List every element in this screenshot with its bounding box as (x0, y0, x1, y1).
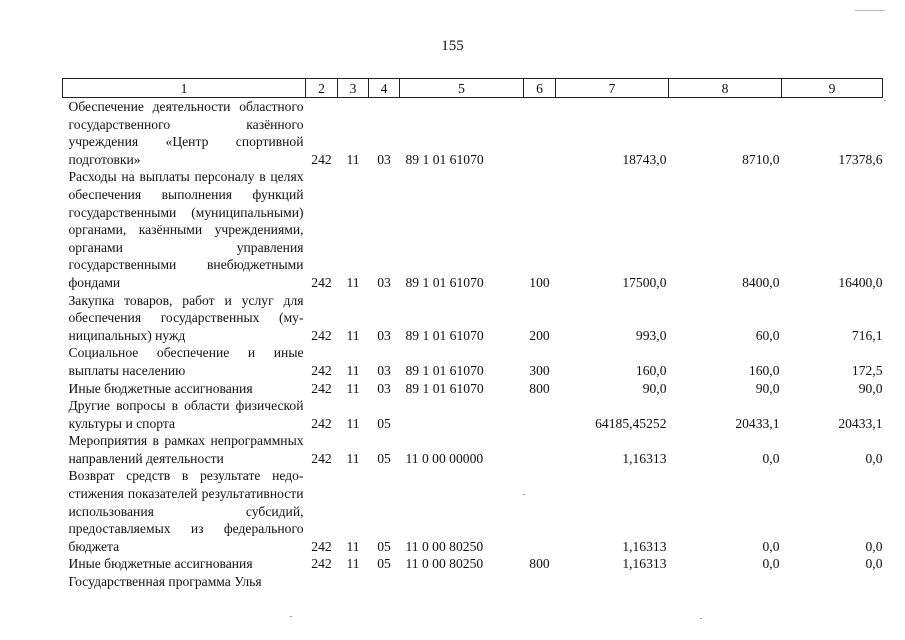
col-3: 11 (346, 450, 360, 466)
header-cell: 8 (669, 79, 782, 98)
col-9: 0,0 (865, 556, 883, 572)
col-4: 05 (377, 538, 391, 554)
col-8: 8710,0 (742, 151, 780, 167)
col-7: 90,0 (642, 380, 667, 396)
col-8: 0,0 (762, 538, 780, 554)
col-5: 89 1 01 61070 (405, 327, 484, 343)
header-cell: 7 (556, 79, 669, 98)
budget-table (62, 78, 883, 591)
col-7: 160,0 (635, 362, 667, 378)
col-5 (400, 573, 524, 591)
col-8 (669, 573, 782, 591)
col-6 (524, 467, 556, 555)
col-4: 05 (377, 556, 391, 572)
header-cell: 2 (306, 79, 338, 98)
col-7: 1,16313 (622, 450, 667, 466)
table-row (63, 98, 883, 169)
col-4: 03 (377, 151, 391, 167)
table-row (63, 573, 883, 591)
col-4: 05 (377, 415, 391, 431)
col-6 (524, 573, 556, 591)
col-4: 03 (377, 380, 391, 396)
col-3: 11 (346, 274, 360, 290)
col-9: 172,5 (851, 362, 883, 378)
col-3 (338, 573, 369, 591)
table-row (63, 397, 883, 432)
col-8: 0,0 (762, 556, 780, 572)
col-9: 17378,6 (838, 151, 883, 167)
col-6: 200 (529, 327, 550, 343)
col-4: 03 (377, 362, 391, 378)
col-8: 20433,1 (735, 415, 780, 431)
col-4: 03 (377, 327, 391, 343)
col-6: 800 (529, 380, 550, 396)
col-7: 17500,0 (622, 274, 667, 290)
header-cell: 6 (524, 79, 556, 98)
table-row (63, 168, 883, 291)
page-number: 155 (441, 38, 464, 54)
row-name: Иные бюджетные ассигнования (68, 380, 253, 396)
col-7: 1,16313 (622, 538, 667, 554)
col-9: 90,0 (858, 380, 883, 396)
col-4: 03 (377, 274, 391, 290)
col-3: 11 (346, 380, 360, 396)
scan-speck (290, 616, 292, 617)
table-row (63, 467, 883, 555)
col-9 (782, 573, 883, 591)
col-2: 242 (311, 362, 332, 378)
col-3: 11 (346, 151, 360, 167)
col-6: 800 (529, 556, 550, 572)
col-6: 100 (529, 274, 550, 290)
table-row (63, 292, 883, 345)
col-3: 11 (346, 362, 360, 378)
table-row (63, 380, 883, 398)
col-5: 89 1 01 61070 (405, 380, 484, 396)
col-9: 16400,0 (838, 274, 883, 290)
header-cell: 4 (369, 79, 400, 98)
col-5: 89 1 01 61070 (405, 274, 484, 290)
col-2: 242 (311, 327, 332, 343)
header-cell: 9 (782, 79, 883, 98)
col-2 (306, 573, 338, 591)
col-5: 11 0 00 80250 (405, 538, 484, 554)
col-3: 11 (346, 327, 360, 343)
row-name: Другие вопросы в области физической культуры и спорта (68, 398, 304, 431)
col-7: 64185,45252 (595, 415, 667, 431)
header-cell: 5 (400, 79, 524, 98)
col-2: 242 (311, 415, 332, 431)
col-3: 11 (346, 538, 360, 554)
row-name: Расходы на выплаты персоналу в целях обеспечения выполнения функций государственными (муниципальными) органами, казёнными учреждениями, органами управления государственными внебюджетными фондами (68, 169, 304, 290)
col-2: 242 (311, 274, 332, 290)
col-4: 05 (377, 450, 391, 466)
col-4 (369, 573, 400, 591)
col-7: 1,16313 (622, 556, 667, 572)
header-row (63, 79, 883, 98)
col-5 (400, 397, 524, 432)
col-3: 11 (346, 556, 360, 572)
col-6 (524, 98, 556, 169)
col-5: 89 1 01 61070 (405, 151, 484, 167)
col-6: 300 (529, 362, 550, 378)
table-row (63, 344, 883, 379)
col-5: 11 0 00 80250 (405, 556, 484, 572)
scan-speck (700, 618, 702, 619)
col-7 (556, 573, 669, 591)
col-8: 160,0 (748, 362, 780, 378)
scan-speck (523, 494, 525, 495)
col-8: 60,0 (755, 327, 780, 343)
col-6 (524, 397, 556, 432)
col-2: 242 (311, 380, 332, 396)
table-row (63, 555, 883, 573)
table-row (63, 432, 883, 467)
col-9: 716,1 (851, 327, 883, 343)
row-name: Иные бюджетные ассигнования (68, 556, 253, 572)
col-9: 20433,1 (838, 415, 883, 431)
row-name: Государственная программа Улья (68, 574, 262, 590)
col-5: 11 0 00 00000 (405, 450, 484, 466)
col-9: 0,0 (865, 538, 883, 554)
col-6 (524, 432, 556, 467)
col-8: 0,0 (762, 450, 780, 466)
col-8: 8400,0 (742, 274, 780, 290)
col-5: 89 1 01 61070 (405, 362, 484, 378)
col-8: 90,0 (755, 380, 780, 396)
col-2: 242 (311, 151, 332, 167)
col-2: 242 (311, 538, 332, 554)
col-3: 11 (346, 415, 360, 431)
scan-speck (855, 10, 885, 11)
col-7: 18743,0 (622, 151, 667, 167)
col-9: 0,0 (865, 450, 883, 466)
col-2: 242 (311, 556, 332, 572)
col-7: 993,0 (635, 327, 667, 343)
row-name: Обеспечение деятельности областного государственного казённого учреждения «Центр спортивной подготовки» (68, 99, 304, 167)
scan-speck (884, 100, 886, 101)
row-name: Мероприятия в рамках непрограммных направлений деятельности (68, 433, 304, 466)
row-name: Закупка товаров, работ и услуг для обеспечения государственных (муниципальных) нужд (68, 292, 304, 343)
header-cell: 1 (63, 79, 306, 98)
row-name: Возврат средств в результате недостижения показателей результативности использования субсидий, предоставляемых из федерального бюджета (68, 468, 304, 554)
row-name: Социальное обеспечение и иные выплаты населению (68, 345, 304, 378)
col-2: 242 (311, 450, 332, 466)
header-cell: 3 (338, 79, 369, 98)
